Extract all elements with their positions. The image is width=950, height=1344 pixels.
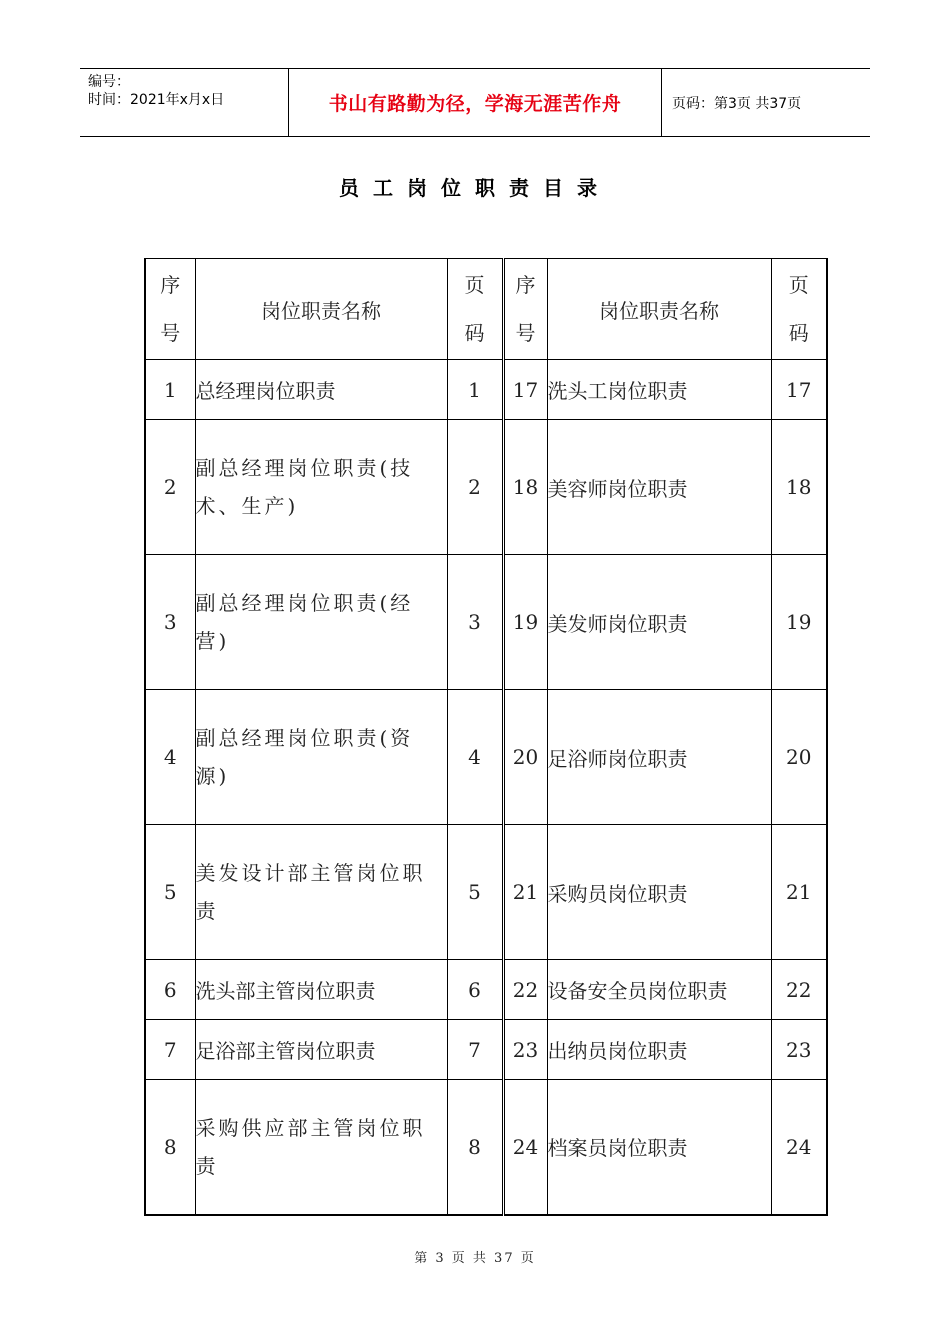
seq-cell: 21 bbox=[503, 825, 547, 960]
seq-cell: 19 bbox=[503, 555, 547, 690]
header-seq-top-2: 序 bbox=[515, 273, 536, 297]
table-row bbox=[145, 825, 827, 960]
page-cell: 2 bbox=[447, 420, 503, 555]
table-header-row bbox=[145, 259, 827, 360]
header-page-bottom-2: 码 bbox=[788, 321, 809, 345]
page-cell: 4 bbox=[447, 690, 503, 825]
page-cell: 6 bbox=[447, 960, 503, 1020]
seq-cell: 2 bbox=[145, 420, 195, 555]
table-row bbox=[145, 960, 827, 1020]
name-cell: 美发设计部主管岗位职责 bbox=[195, 825, 447, 960]
name-cell: 副总经理岗位职责(经营) bbox=[195, 555, 447, 690]
table-row bbox=[145, 360, 827, 420]
page-cell: 23 bbox=[771, 1020, 827, 1080]
seq-cell: 4 bbox=[145, 690, 195, 825]
seq-cell: 7 bbox=[145, 1020, 195, 1080]
page-cell: 21 bbox=[771, 825, 827, 960]
page-footer: 第 3 页 共 37 页 bbox=[414, 1251, 536, 1266]
page-cell: 18 bbox=[771, 420, 827, 555]
toc-table bbox=[144, 258, 828, 1216]
seq-cell: 20 bbox=[503, 690, 547, 825]
time-label: 时间：2021年x月x日 bbox=[88, 92, 225, 108]
header-seq-top: 序 bbox=[160, 273, 181, 297]
name-cell: 美容师岗位职责 bbox=[547, 420, 771, 555]
page-cell: 3 bbox=[447, 555, 503, 690]
page-cell: 1 bbox=[447, 360, 503, 420]
header-seq-bottom-2: 号 bbox=[515, 321, 536, 345]
header-meta bbox=[80, 69, 288, 136]
header-name-2: 岗位职责名称 bbox=[547, 259, 771, 360]
seq-cell: 6 bbox=[145, 960, 195, 1020]
name-cell: 副总经理岗位职责(技术、生产) bbox=[195, 420, 447, 555]
page-cell: 22 bbox=[771, 960, 827, 1020]
page-cell: 20 bbox=[771, 690, 827, 825]
seq-cell: 22 bbox=[503, 960, 547, 1020]
name-cell: 足浴部主管岗位职责 bbox=[195, 1020, 447, 1080]
page-cell: 19 bbox=[771, 555, 827, 690]
name-cell: 出纳员岗位职责 bbox=[547, 1020, 771, 1080]
seq-cell: 17 bbox=[503, 360, 547, 420]
seq-cell: 5 bbox=[145, 825, 195, 960]
seq-cell: 1 bbox=[145, 360, 195, 420]
header-name: 岗位职责名称 bbox=[195, 259, 447, 360]
header-seq-bottom: 号 bbox=[160, 321, 181, 345]
motto: 书山有路勤为径，学海无涯苦作舟 bbox=[288, 69, 662, 136]
name-cell: 美发师岗位职责 bbox=[547, 555, 771, 690]
page-cell: 24 bbox=[771, 1080, 827, 1215]
seq-cell: 18 bbox=[503, 420, 547, 555]
name-cell: 洗头工岗位职责 bbox=[547, 360, 771, 420]
header-page bbox=[447, 259, 503, 360]
header-seq bbox=[145, 259, 195, 360]
header-seq-2 bbox=[503, 259, 547, 360]
page-cell: 8 bbox=[447, 1080, 503, 1215]
page-cell: 5 bbox=[447, 825, 503, 960]
header-page-top-2: 页 bbox=[788, 273, 809, 297]
page-info: 页码：第3页 共37页 bbox=[672, 95, 802, 112]
table-row bbox=[145, 555, 827, 690]
header-page-top: 页 bbox=[464, 273, 485, 297]
name-cell: 采购供应部主管岗位职责 bbox=[195, 1080, 447, 1215]
name-cell: 洗头部主管岗位职责 bbox=[195, 960, 447, 1020]
header-page-bottom: 码 bbox=[464, 321, 485, 345]
seq-cell: 23 bbox=[503, 1020, 547, 1080]
table-row bbox=[145, 690, 827, 825]
number-label: 编号： bbox=[88, 74, 130, 90]
page-cell: 17 bbox=[771, 360, 827, 420]
seq-cell: 8 bbox=[145, 1080, 195, 1215]
seq-cell: 24 bbox=[503, 1080, 547, 1215]
name-cell: 档案员岗位职责 bbox=[547, 1080, 771, 1215]
seq-cell: 3 bbox=[145, 555, 195, 690]
table-row bbox=[145, 1020, 827, 1080]
table-row bbox=[145, 420, 827, 555]
name-cell: 采购员岗位职责 bbox=[547, 825, 771, 960]
name-cell: 足浴师岗位职责 bbox=[547, 690, 771, 825]
page-header bbox=[80, 68, 870, 137]
table-row bbox=[145, 1080, 827, 1215]
page-cell: 7 bbox=[447, 1020, 503, 1080]
header-page-2 bbox=[771, 259, 827, 360]
name-cell: 总经理岗位职责 bbox=[195, 360, 447, 420]
name-cell: 副总经理岗位职责(资源) bbox=[195, 690, 447, 825]
name-cell: 设备安全员岗位职责 bbox=[547, 960, 771, 1020]
page-title: 员工岗位职责目录 bbox=[339, 176, 611, 200]
